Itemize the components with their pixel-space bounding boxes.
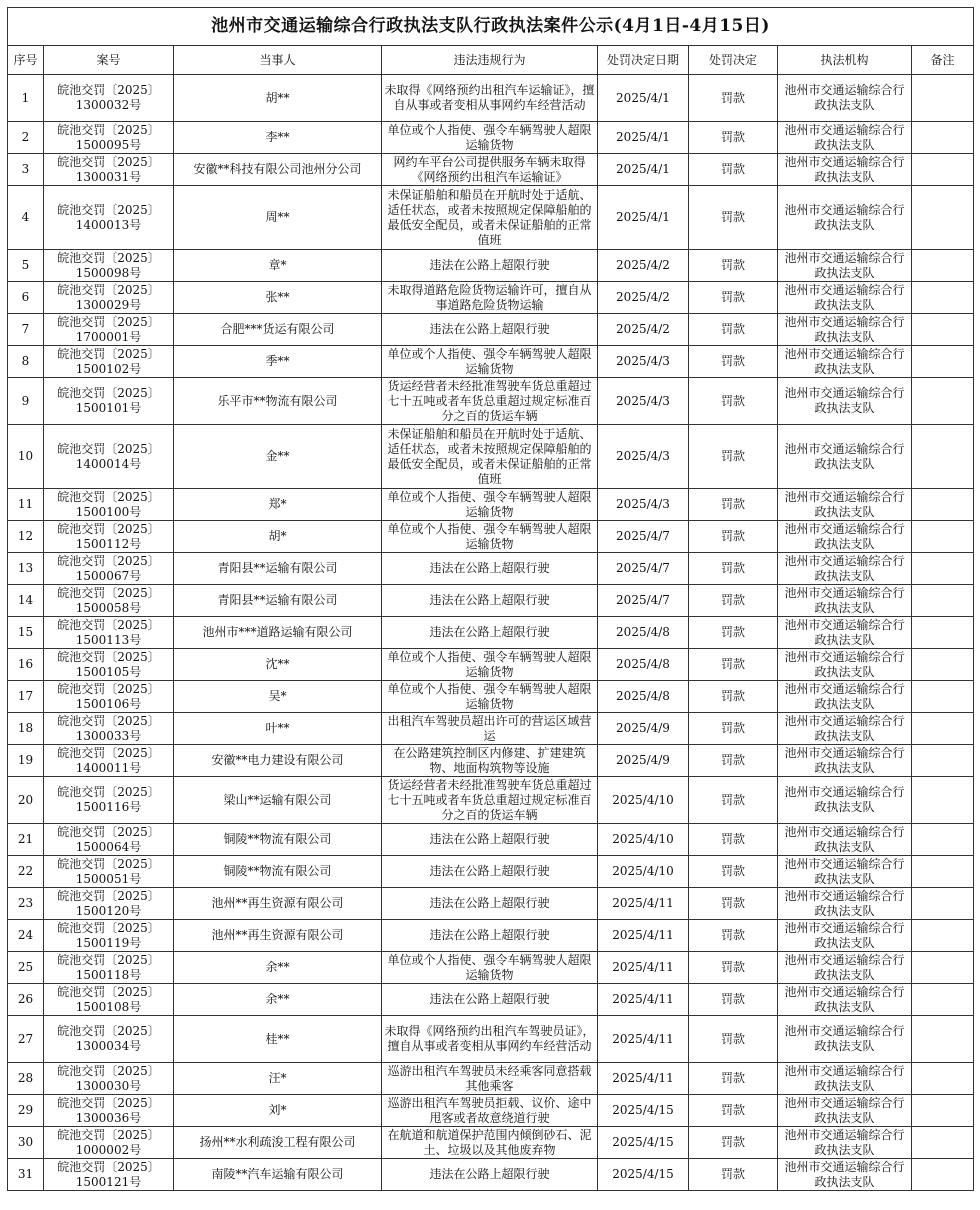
- cell-decision: 罚款: [689, 585, 778, 617]
- cell-case-no: 皖池交罚〔2025〕1500105号: [44, 649, 174, 681]
- cell-remark: [912, 1159, 974, 1191]
- cell-violation: 违法在公路上超限行驶: [382, 824, 598, 856]
- cell-case-no: 皖池交罚〔2025〕1500101号: [44, 378, 174, 425]
- table-row: [8, 553, 974, 585]
- cell-remark: [912, 553, 974, 585]
- cell-decision: 罚款: [689, 617, 778, 649]
- cell-decision: 罚款: [689, 920, 778, 952]
- cell-date: 2025/4/11: [598, 888, 689, 920]
- cell-seq: 24: [8, 920, 44, 952]
- cell-case-no: 皖池交罚〔2025〕1300031号: [44, 154, 174, 186]
- cell-date: 2025/4/7: [598, 585, 689, 617]
- cell-date: 2025/4/10: [598, 824, 689, 856]
- cell-seq: 6: [8, 282, 44, 314]
- cell-party: 安徽**科技有限公司池州分公司: [174, 154, 382, 186]
- cell-seq: 20: [8, 777, 44, 824]
- cell-violation: 违法在公路上超限行驶: [382, 314, 598, 346]
- cell-case-no: 皖池交罚〔2025〕1500102号: [44, 346, 174, 378]
- cell-violation: 违法在公路上超限行驶: [382, 250, 598, 282]
- table-row: [8, 713, 974, 745]
- cell-case-no: 皖池交罚〔2025〕1300030号: [44, 1063, 174, 1095]
- cell-seq: 3: [8, 154, 44, 186]
- cell-agency: 池州市交通运输综合行政执法支队: [778, 920, 912, 952]
- cell-remark: [912, 425, 974, 489]
- cell-remark: [912, 122, 974, 154]
- cell-agency: 池州市交通运输综合行政执法支队: [778, 824, 912, 856]
- cell-violation: 单位或个人指使、强令车辆驾驶人超限运输货物: [382, 346, 598, 378]
- cell-violation: 未保证船舶和船员在开航时处于适航、适任状态，或者未按照规定保障船舶的最低安全配员，或者未保证船舶的正常值班: [382, 186, 598, 250]
- header-case-no: 案号: [44, 46, 174, 75]
- cell-decision: 罚款: [689, 154, 778, 186]
- cell-date: 2025/4/7: [598, 553, 689, 585]
- cell-case-no: 皖池交罚〔2025〕1500113号: [44, 617, 174, 649]
- cell-case-no: 皖池交罚〔2025〕1400011号: [44, 745, 174, 777]
- cell-agency: 池州市交通运输综合行政执法支队: [778, 1016, 912, 1063]
- cell-party: 李**: [174, 122, 382, 154]
- table-row: [8, 250, 974, 282]
- cell-decision: 罚款: [689, 378, 778, 425]
- cell-seq: 21: [8, 824, 44, 856]
- cell-date: 2025/4/9: [598, 713, 689, 745]
- cell-party: 梁山**运输有限公司: [174, 777, 382, 824]
- cell-violation: 巡游出租汽车驾驶员拒载、议价、途中甩客或者故意绕道行驶: [382, 1095, 598, 1127]
- cell-agency: 池州市交通运输综合行政执法支队: [778, 489, 912, 521]
- cell-case-no: 皖池交罚〔2025〕1500098号: [44, 250, 174, 282]
- table-row: [8, 585, 974, 617]
- cell-violation: 违法在公路上超限行驶: [382, 617, 598, 649]
- cell-agency: 池州市交通运输综合行政执法支队: [778, 314, 912, 346]
- cell-party: 金**: [174, 425, 382, 489]
- cell-agency: 池州市交通运输综合行政执法支队: [778, 1063, 912, 1095]
- cell-case-no: 皖池交罚〔2025〕1500112号: [44, 521, 174, 553]
- cell-date: 2025/4/15: [598, 1127, 689, 1159]
- cell-date: 2025/4/8: [598, 681, 689, 713]
- table-row: [8, 122, 974, 154]
- cell-date: 2025/4/8: [598, 649, 689, 681]
- cell-party: 叶**: [174, 713, 382, 745]
- cell-party: 青阳县**运输有限公司: [174, 553, 382, 585]
- cell-case-no: 皖池交罚〔2025〕1300034号: [44, 1016, 174, 1063]
- table-row: [8, 489, 974, 521]
- cell-decision: 罚款: [689, 489, 778, 521]
- cell-decision: 罚款: [689, 122, 778, 154]
- cell-agency: 池州市交通运输综合行政执法支队: [778, 617, 912, 649]
- cell-agency: 池州市交通运输综合行政执法支队: [778, 888, 912, 920]
- cell-date: 2025/4/2: [598, 250, 689, 282]
- header-row: [8, 46, 974, 75]
- cell-case-no: 皖池交罚〔2025〕1500095号: [44, 122, 174, 154]
- cell-remark: [912, 378, 974, 425]
- cell-remark: [912, 1095, 974, 1127]
- cell-seq: 9: [8, 378, 44, 425]
- cell-violation: 货运经营者未经批准驾驶车货总重超过七十五吨或者车货总重超过规定标准百分之百的货运车辆: [382, 777, 598, 824]
- table-row: [8, 617, 974, 649]
- page-title: 池州市交通运输综合行政执法支队行政执法案件公示(4月1日-4月15日): [8, 8, 974, 46]
- cell-remark: [912, 824, 974, 856]
- cell-case-no: 皖池交罚〔2025〕1500106号: [44, 681, 174, 713]
- cell-violation: 在航道和航道保护范围内倾倒砂石、泥土、垃圾以及其他废弃物: [382, 1127, 598, 1159]
- table-row: [8, 154, 974, 186]
- cell-party: 余**: [174, 984, 382, 1016]
- cell-decision: 罚款: [689, 713, 778, 745]
- cell-case-no: 皖池交罚〔2025〕1000002号: [44, 1127, 174, 1159]
- cell-party: 季**: [174, 346, 382, 378]
- cell-seq: 18: [8, 713, 44, 745]
- cell-agency: 池州市交通运输综合行政执法支队: [778, 282, 912, 314]
- cell-decision: 罚款: [689, 521, 778, 553]
- cell-seq: 22: [8, 856, 44, 888]
- cell-decision: 罚款: [689, 952, 778, 984]
- cell-case-no: 皖池交罚〔2025〕1500116号: [44, 777, 174, 824]
- cell-case-no: 皖池交罚〔2025〕1500108号: [44, 984, 174, 1016]
- cell-decision: 罚款: [689, 1063, 778, 1095]
- cell-agency: 池州市交通运输综合行政执法支队: [778, 1127, 912, 1159]
- cell-seq: 11: [8, 489, 44, 521]
- cell-violation: 未取得《网络预约出租汽车驾驶员证》，擅自从事或者变相从事网约车经营活动: [382, 1016, 598, 1063]
- cell-seq: 16: [8, 649, 44, 681]
- table-row: [8, 952, 974, 984]
- table-row: [8, 888, 974, 920]
- cell-date: 2025/4/15: [598, 1159, 689, 1191]
- cell-agency: 池州市交通运输综合行政执法支队: [778, 425, 912, 489]
- cell-violation: 单位或个人指使、强令车辆驾驶人超限运输货物: [382, 952, 598, 984]
- cell-party: 池州**再生资源有限公司: [174, 920, 382, 952]
- cell-agency: 池州市交通运输综合行政执法支队: [778, 585, 912, 617]
- cell-case-no: 皖池交罚〔2025〕1400014号: [44, 425, 174, 489]
- cell-seq: 26: [8, 984, 44, 1016]
- cell-violation: 单位或个人指使、强令车辆驾驶人超限运输货物: [382, 681, 598, 713]
- cell-seq: 5: [8, 250, 44, 282]
- table-row: [8, 824, 974, 856]
- cell-seq: 7: [8, 314, 44, 346]
- cell-agency: 池州市交通运输综合行政执法支队: [778, 186, 912, 250]
- cell-agency: 池州市交通运输综合行政执法支队: [778, 553, 912, 585]
- cell-decision: 罚款: [689, 314, 778, 346]
- cell-remark: [912, 154, 974, 186]
- cell-party: 胡*: [174, 521, 382, 553]
- table-row: [8, 649, 974, 681]
- cell-agency: 池州市交通运输综合行政执法支队: [778, 346, 912, 378]
- table-body: [8, 75, 974, 1191]
- table-row: [8, 378, 974, 425]
- cell-date: 2025/4/11: [598, 952, 689, 984]
- cell-agency: 池州市交通运输综合行政执法支队: [778, 378, 912, 425]
- cell-remark: [912, 681, 974, 713]
- cell-party: 胡**: [174, 75, 382, 122]
- cell-agency: 池州市交通运输综合行政执法支队: [778, 952, 912, 984]
- cell-decision: 罚款: [689, 250, 778, 282]
- cell-party: 池州**再生资源有限公司: [174, 888, 382, 920]
- cell-remark: [912, 1016, 974, 1063]
- cell-decision: 罚款: [689, 553, 778, 585]
- table-row: [8, 314, 974, 346]
- cell-date: 2025/4/8: [598, 617, 689, 649]
- header-decision: 处罚决定: [689, 46, 778, 75]
- table-row: [8, 346, 974, 378]
- cell-violation: 巡游出租汽车驾驶员未经乘客同意搭载其他乘客: [382, 1063, 598, 1095]
- cell-party: 池州市***道路运输有限公司: [174, 617, 382, 649]
- cell-decision: 罚款: [689, 856, 778, 888]
- table-row: [8, 1095, 974, 1127]
- cell-party: 铜陵**物流有限公司: [174, 856, 382, 888]
- cell-party: 余**: [174, 952, 382, 984]
- cell-case-no: 皖池交罚〔2025〕1300032号: [44, 75, 174, 122]
- cell-date: 2025/4/3: [598, 425, 689, 489]
- cell-decision: 罚款: [689, 1159, 778, 1191]
- cell-agency: 池州市交通运输综合行政执法支队: [778, 681, 912, 713]
- cell-case-no: 皖池交罚〔2025〕1300036号: [44, 1095, 174, 1127]
- cell-party: 扬州**水利疏浚工程有限公司: [174, 1127, 382, 1159]
- cell-date: 2025/4/3: [598, 489, 689, 521]
- cell-remark: [912, 888, 974, 920]
- cell-violation: 违法在公路上超限行驶: [382, 553, 598, 585]
- cell-decision: 罚款: [689, 1095, 778, 1127]
- cell-seq: 14: [8, 585, 44, 617]
- header-seq: 序号: [8, 46, 44, 75]
- cell-decision: 罚款: [689, 282, 778, 314]
- cell-date: 2025/4/11: [598, 1063, 689, 1095]
- cell-party: 铜陵**物流有限公司: [174, 824, 382, 856]
- cell-party: 张**: [174, 282, 382, 314]
- cell-remark: [912, 75, 974, 122]
- cell-date: 2025/4/3: [598, 346, 689, 378]
- cell-violation: 出租汽车驾驶员超出许可的营运区域营运: [382, 713, 598, 745]
- cell-agency: 池州市交通运输综合行政执法支队: [778, 777, 912, 824]
- cell-seq: 1: [8, 75, 44, 122]
- cell-remark: [912, 250, 974, 282]
- cell-violation: 违法在公路上超限行驶: [382, 920, 598, 952]
- cell-violation: 违法在公路上超限行驶: [382, 888, 598, 920]
- table-row: [8, 681, 974, 713]
- cell-violation: 网约车平台公司提供服务车辆未取得《网络预约出租汽车运输证》: [382, 154, 598, 186]
- table-row: [8, 777, 974, 824]
- cell-decision: 罚款: [689, 745, 778, 777]
- cell-agency: 池州市交通运输综合行政执法支队: [778, 745, 912, 777]
- cell-decision: 罚款: [689, 1016, 778, 1063]
- cell-remark: [912, 920, 974, 952]
- cell-case-no: 皖池交罚〔2025〕1500067号: [44, 553, 174, 585]
- cell-party: 桂**: [174, 1016, 382, 1063]
- cell-seq: 19: [8, 745, 44, 777]
- cell-remark: [912, 984, 974, 1016]
- cell-date: 2025/4/11: [598, 984, 689, 1016]
- cell-seq: 30: [8, 1127, 44, 1159]
- cell-decision: 罚款: [689, 346, 778, 378]
- cell-agency: 池州市交通运输综合行政执法支队: [778, 521, 912, 553]
- cell-remark: [912, 346, 974, 378]
- header-agency: 执法机构: [778, 46, 912, 75]
- cell-decision: 罚款: [689, 777, 778, 824]
- cell-party: 章*: [174, 250, 382, 282]
- cell-party: 吴*: [174, 681, 382, 713]
- cell-decision: 罚款: [689, 824, 778, 856]
- cell-date: 2025/4/9: [598, 745, 689, 777]
- cell-party: 郑*: [174, 489, 382, 521]
- cell-date: 2025/4/10: [598, 856, 689, 888]
- cell-remark: [912, 856, 974, 888]
- cell-remark: [912, 585, 974, 617]
- table-row: [8, 186, 974, 250]
- cell-date: 2025/4/7: [598, 521, 689, 553]
- cell-party: 乐平市**物流有限公司: [174, 378, 382, 425]
- cell-decision: 罚款: [689, 1127, 778, 1159]
- cell-violation: 单位或个人指使、强令车辆驾驶人超限运输货物: [382, 649, 598, 681]
- cell-agency: 池州市交通运输综合行政执法支队: [778, 984, 912, 1016]
- table-row: [8, 1016, 974, 1063]
- header-date: 处罚决定日期: [598, 46, 689, 75]
- cell-agency: 池州市交通运输综合行政执法支队: [778, 75, 912, 122]
- cell-case-no: 皖池交罚〔2025〕1500100号: [44, 489, 174, 521]
- cell-violation: 单位或个人指使、强令车辆驾驶人超限运输货物: [382, 521, 598, 553]
- cell-date: 2025/4/1: [598, 186, 689, 250]
- cell-case-no: 皖池交罚〔2025〕1500051号: [44, 856, 174, 888]
- cell-seq: 13: [8, 553, 44, 585]
- case-table: [7, 7, 974, 1191]
- cell-seq: 28: [8, 1063, 44, 1095]
- table-row: [8, 745, 974, 777]
- cell-date: 2025/4/11: [598, 920, 689, 952]
- cell-party: 合肥***货运有限公司: [174, 314, 382, 346]
- cell-seq: 4: [8, 186, 44, 250]
- cell-party: 周**: [174, 186, 382, 250]
- cell-remark: [912, 314, 974, 346]
- cell-remark: [912, 521, 974, 553]
- cell-agency: 池州市交通运输综合行政执法支队: [778, 713, 912, 745]
- cell-violation: 单位或个人指使、强令车辆驾驶人超限运输货物: [382, 489, 598, 521]
- cell-case-no: 皖池交罚〔2025〕1500118号: [44, 952, 174, 984]
- cell-date: 2025/4/1: [598, 122, 689, 154]
- cell-remark: [912, 713, 974, 745]
- cell-agency: 池州市交通运输综合行政执法支队: [778, 856, 912, 888]
- cell-violation: 未保证船舶和船员在开航时处于适航、适任状态，或者未按照规定保障船舶的最低安全配员，或者未保证船舶的正常值班: [382, 425, 598, 489]
- table-row: [8, 984, 974, 1016]
- cell-remark: [912, 745, 974, 777]
- cell-violation: 货运经营者未经批准驾驶车货总重超过七十五吨或者车货总重超过规定标准百分之百的货运车辆: [382, 378, 598, 425]
- cell-agency: 池州市交通运输综合行政执法支队: [778, 1095, 912, 1127]
- cell-remark: [912, 777, 974, 824]
- table-row: [8, 920, 974, 952]
- cell-date: 2025/4/1: [598, 154, 689, 186]
- cell-remark: [912, 282, 974, 314]
- cell-case-no: 皖池交罚〔2025〕1300029号: [44, 282, 174, 314]
- header-party: 当事人: [174, 46, 382, 75]
- cell-violation: 在公路建筑控制区内修建、扩建建筑物、地面构筑物等设施: [382, 745, 598, 777]
- cell-date: 2025/4/3: [598, 378, 689, 425]
- cell-decision: 罚款: [689, 681, 778, 713]
- cell-seq: 12: [8, 521, 44, 553]
- cell-violation: 未取得《网络预约出租汽车运输证》，擅自从事或者变相从事网约车经营活动: [382, 75, 598, 122]
- cell-decision: 罚款: [689, 186, 778, 250]
- table-row: [8, 425, 974, 489]
- cell-date: 2025/4/1: [598, 75, 689, 122]
- cell-case-no: 皖池交罚〔2025〕1500121号: [44, 1159, 174, 1191]
- header-violation: 违法违规行为: [382, 46, 598, 75]
- table-row: [8, 1063, 974, 1095]
- table-row: [8, 856, 974, 888]
- cell-remark: [912, 952, 974, 984]
- cell-decision: 罚款: [689, 75, 778, 122]
- table-row: [8, 75, 974, 122]
- cell-party: 南陵**汽车运输有限公司: [174, 1159, 382, 1191]
- cell-case-no: 皖池交罚〔2025〕1500058号: [44, 585, 174, 617]
- cell-remark: [912, 1063, 974, 1095]
- cell-seq: 23: [8, 888, 44, 920]
- cell-agency: 池州市交通运输综合行政执法支队: [778, 250, 912, 282]
- cell-remark: [912, 186, 974, 250]
- cell-date: 2025/4/11: [598, 1016, 689, 1063]
- cell-agency: 池州市交通运输综合行政执法支队: [778, 154, 912, 186]
- cell-case-no: 皖池交罚〔2025〕1400013号: [44, 186, 174, 250]
- cell-party: 沈**: [174, 649, 382, 681]
- cell-seq: 31: [8, 1159, 44, 1191]
- cell-agency: 池州市交通运输综合行政执法支队: [778, 1159, 912, 1191]
- cell-decision: 罚款: [689, 649, 778, 681]
- cell-party: 刘*: [174, 1095, 382, 1127]
- cell-date: 2025/4/2: [598, 282, 689, 314]
- cell-seq: 10: [8, 425, 44, 489]
- cell-remark: [912, 1127, 974, 1159]
- cell-violation: 违法在公路上超限行驶: [382, 856, 598, 888]
- cell-case-no: 皖池交罚〔2025〕1700001号: [44, 314, 174, 346]
- cell-date: 2025/4/15: [598, 1095, 689, 1127]
- cell-remark: [912, 489, 974, 521]
- cell-party: 青阳县**运输有限公司: [174, 585, 382, 617]
- cell-decision: 罚款: [689, 984, 778, 1016]
- cell-violation: 违法在公路上超限行驶: [382, 585, 598, 617]
- cell-agency: 池州市交通运输综合行政执法支队: [778, 649, 912, 681]
- cell-violation: 违法在公路上超限行驶: [382, 984, 598, 1016]
- cell-case-no: 皖池交罚〔2025〕1500120号: [44, 888, 174, 920]
- cell-remark: [912, 617, 974, 649]
- table-row: [8, 1127, 974, 1159]
- cell-decision: 罚款: [689, 425, 778, 489]
- cell-violation: 违法在公路上超限行驶: [382, 1159, 598, 1191]
- cell-date: 2025/4/2: [598, 314, 689, 346]
- cell-decision: 罚款: [689, 888, 778, 920]
- cell-seq: 27: [8, 1016, 44, 1063]
- cell-date: 2025/4/10: [598, 777, 689, 824]
- cell-seq: 17: [8, 681, 44, 713]
- cell-seq: 29: [8, 1095, 44, 1127]
- cell-seq: 2: [8, 122, 44, 154]
- cell-seq: 15: [8, 617, 44, 649]
- cell-case-no: 皖池交罚〔2025〕1500119号: [44, 920, 174, 952]
- cell-remark: [912, 649, 974, 681]
- case-disclosure-sheet: [7, 7, 973, 1191]
- cell-party: 汪*: [174, 1063, 382, 1095]
- cell-violation: 未取得道路危险货物运输许可，擅自从事道路危险货物运输: [382, 282, 598, 314]
- cell-agency: 池州市交通运输综合行政执法支队: [778, 122, 912, 154]
- table-row: [8, 1159, 974, 1191]
- table-row: [8, 521, 974, 553]
- cell-violation: 单位或个人指使、强令车辆驾驶人超限运输货物: [382, 122, 598, 154]
- cell-case-no: 皖池交罚〔2025〕1300033号: [44, 713, 174, 745]
- table-row: [8, 282, 974, 314]
- header-remark: 备注: [912, 46, 974, 75]
- cell-case-no: 皖池交罚〔2025〕1500064号: [44, 824, 174, 856]
- cell-seq: 8: [8, 346, 44, 378]
- cell-party: 安徽**电力建设有限公司: [174, 745, 382, 777]
- cell-seq: 25: [8, 952, 44, 984]
